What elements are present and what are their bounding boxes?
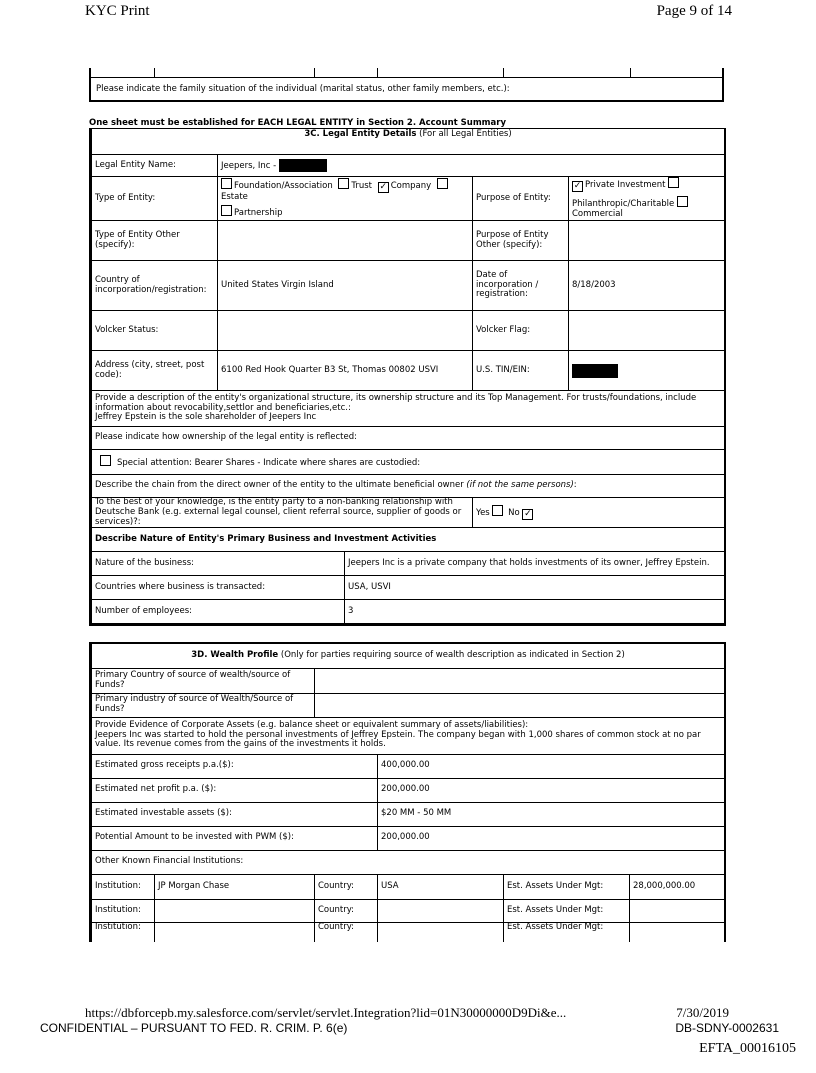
institution-label: Institution:	[92, 922, 155, 942]
confidential-notice: CONFIDENTIAL – PURSUANT TO FED. R. CRIM. P. 6(e)	[40, 1021, 348, 1035]
column-divider	[314, 68, 315, 77]
legal-entity-name-row	[92, 155, 725, 177]
structure-answer: Jeffrey Epstein is the sole shareholder of Jeepers Inc	[95, 412, 317, 423]
entity-purpose-other-value[interactable]	[569, 221, 725, 261]
option-commercial-label: Commercial	[572, 209, 623, 219]
institution-country	[378, 899, 504, 922]
legal-entity-table	[91, 128, 725, 624]
other-institutions-label: Other Known Financial Institutions:	[92, 850, 725, 874]
structure-prompt: Provide a description of the entity's organizational structure, its ownership structure and its Top Management. For trusts/foundations, include information about revocability,settlor and beneficiaries,etc.:	[95, 392, 697, 413]
option-foundation-label: Foundation/Association	[234, 181, 333, 192]
checkbox-company[interactable]: ✓	[379, 182, 387, 193]
column-divider	[630, 68, 631, 77]
legal-entity-name-cell	[218, 155, 725, 177]
legal-entity-title	[92, 129, 725, 155]
chain-cell	[92, 475, 725, 498]
institution-name: JP Morgan Chase	[155, 874, 315, 899]
institution-country-label: Country:	[315, 899, 378, 922]
relationship-prompt: To the best of your knowledge, is the entity party to a non-banking relationship with Deutsche Bank (e.g. external legal counsel, client referral source, supplier of goods or services)?:	[92, 498, 473, 528]
gross-receipts-label: Estimated gross receipts p.a.($):	[92, 754, 378, 778]
gross-receipts-value: 400,000.00	[378, 754, 725, 778]
entity-type-other-label: Type of Entity Other (specify):	[92, 221, 218, 261]
nature-label: Nature of the business:	[92, 552, 345, 576]
family-situation-label: Please indicate the family situation of the individual (marital status, other family members, etc.):	[96, 84, 510, 94]
institution-country: USA	[378, 874, 504, 899]
primary-country-label: Primary Country of source of wealth/source of Funds?	[92, 668, 315, 693]
checkbox-estate[interactable]	[437, 178, 448, 189]
column-divider	[503, 68, 504, 77]
employees-label: Number of employees:	[92, 600, 345, 624]
chain-prompt: Describe the chain from the direct owner of the entity to the ultimate beneficial owner	[95, 480, 467, 491]
legal-entity-name-label: Legal Entity Name:	[92, 155, 218, 177]
gross-receipts-row	[92, 754, 725, 778]
structure-row	[92, 391, 725, 427]
ownership-prompt: Please indicate how ownership of the legal entity is reflected:	[92, 427, 725, 450]
institution-country	[378, 922, 504, 942]
yes-label: Yes	[476, 508, 490, 519]
redaction-block	[279, 159, 327, 172]
investable-assets-value: $20 MM - 50 MM	[378, 802, 725, 826]
wealth-title-note: (Only for parties requiring source of wealth description as indicated in Section 2)	[278, 649, 625, 660]
potential-amount-value: 200,000.00	[378, 826, 725, 850]
net-profit-value: 200,000.00	[378, 778, 725, 802]
net-profit-label: Estimated net profit p.a. ($):	[92, 778, 378, 802]
legal-entity-title-note: (For all Legal Entities)	[416, 129, 512, 139]
business-heading-row	[92, 528, 725, 552]
efta-number: EFTA_00016105	[699, 1041, 796, 1056]
volcker-flag-label: Volcker Flag:	[473, 311, 569, 351]
checkbox-trust[interactable]	[338, 178, 349, 189]
address-value: 6100 Red Hook Quarter B3 St, Thomas 00802 USVI	[218, 351, 473, 391]
checkbox-commercial[interactable]	[677, 196, 688, 207]
entity-type-row	[92, 177, 725, 221]
institution-country-label: Country:	[315, 922, 378, 942]
checkbox-partnership[interactable]	[221, 205, 232, 216]
footer-url: https://dbforcepb.my.salesforce.com/servlet/servlet.Integration?lid=01N30000000D9Di&e...	[85, 1005, 567, 1020]
checkbox-yes[interactable]	[492, 505, 503, 516]
entity-type-other-value[interactable]	[218, 221, 473, 261]
wealth-profile-section	[89, 642, 726, 942]
country-row	[92, 261, 725, 311]
potential-amount-label: Potential Amount to be invested with PWM ($):	[92, 826, 378, 850]
primary-country-row	[92, 668, 725, 693]
institution-assets-label: Est. Assets Under Mgt:	[504, 922, 630, 942]
checkbox-private-investment[interactable]: ✓	[573, 181, 582, 192]
tin-label: U.S. TIN/EIN:	[473, 351, 569, 391]
entity-type-options	[218, 177, 473, 221]
country-value: United States Virgin Island	[218, 261, 473, 311]
option-company-label: Company	[390, 181, 432, 192]
institution-country-label: Country:	[315, 874, 378, 899]
volcker-status-label: Volcker Status:	[92, 311, 218, 351]
checkbox-bearer-shares[interactable]	[100, 455, 111, 466]
column-divider	[154, 68, 155, 77]
business-heading: Describe Nature of Entity's Primary Business and Investment Activities	[92, 528, 725, 552]
relationship-row	[92, 498, 725, 528]
section-note: One sheet must be established for EACH LEGAL ENTITY in Section 2. Account Summary	[89, 118, 507, 128]
bearer-label: Special attention: Bearer Shares - Indicate where shares are custodied:	[117, 458, 421, 469]
evidence-row	[92, 717, 725, 754]
print-title: KYC Print	[85, 3, 150, 19]
relationship-answer	[473, 498, 725, 528]
investable-assets-label: Estimated investable assets ($):	[92, 802, 378, 826]
employees-row	[92, 600, 725, 624]
incorporation-date-label: Date of incorporation / registration:	[473, 261, 569, 311]
structure-cell	[92, 391, 725, 427]
option-private-investment-label: Private Investment	[585, 180, 666, 191]
prior-table-bottom	[89, 68, 724, 78]
entity-purpose-label: Purpose of Entity:	[473, 177, 569, 221]
redaction-block	[572, 364, 618, 378]
primary-country-value[interactable]	[315, 668, 725, 693]
bearer-cell	[92, 450, 725, 475]
wealth-title	[92, 643, 725, 668]
entity-type-label: Type of Entity:	[92, 177, 218, 221]
volcker-flag-value[interactable]	[569, 311, 725, 351]
column-divider	[377, 68, 378, 77]
entity-purpose-options	[569, 177, 725, 221]
option-partnership-label: Partnership	[234, 208, 283, 218]
wealth-profile-table	[91, 642, 725, 942]
chain-prompt-note: (if not the same persons)	[466, 480, 574, 491]
address-label: Address (city, street, post code):	[92, 351, 218, 391]
volcker-status-value[interactable]	[218, 311, 473, 351]
institution-row	[92, 899, 725, 922]
legal-entity-section	[89, 128, 726, 626]
net-profit-row	[92, 778, 725, 802]
evidence-cell	[92, 717, 725, 754]
family-section	[89, 68, 724, 102]
nature-value: Jeepers Inc is a private company that holds investments of its owner, Jeffrey Epstein.	[345, 552, 725, 576]
entity-purpose-other-label: Purpose of Entity Other (specify):	[473, 221, 569, 261]
institution-name	[155, 899, 315, 922]
institution-label: Institution:	[92, 874, 155, 899]
volcker-row	[92, 311, 725, 351]
institution-assets	[630, 899, 725, 922]
legal-entity-title-bold: 3C. Legal Entity Details	[304, 129, 417, 139]
family-situation-row	[89, 78, 724, 102]
potential-amount-row	[92, 826, 725, 850]
legal-entity-title-row	[92, 129, 725, 155]
option-estate-label: Estate	[221, 192, 248, 203]
institution-assets: 28,000,000.00	[630, 874, 725, 899]
evidence-answer: Jeepers Inc was started to hold the personal investments of Jeffrey Epstein. The company began with 1,000 shares of common stock at no par value. Its revenue comes from the gains of the investments it holds.	[95, 729, 701, 750]
option-trust-label: Trust	[351, 181, 373, 192]
employees-value: 3	[345, 600, 725, 624]
primary-industry-label: Primary industry of source of Wealth/Source of Funds?	[92, 693, 315, 717]
institution-row	[92, 922, 725, 942]
chain-row	[92, 475, 725, 498]
countries-value: USA, USVI	[345, 576, 725, 600]
wealth-title-bold: 3D. Wealth Profile	[191, 649, 279, 660]
checkbox-foundation[interactable]	[221, 178, 232, 189]
option-philanthropic-label: Philanthropic/Charitable	[572, 199, 675, 210]
countries-row	[92, 576, 725, 600]
institution-label: Institution:	[92, 899, 155, 922]
no-label: No	[508, 508, 520, 519]
investable-assets-row	[92, 802, 725, 826]
institution-name	[155, 922, 315, 942]
country-label: Country of incorporation/registration:	[92, 261, 218, 311]
entity-other-row	[92, 221, 725, 261]
institution-assets-label: Est. Assets Under Mgt:	[504, 899, 630, 922]
tin-value	[569, 351, 725, 391]
nature-row	[92, 552, 725, 576]
ownership-row	[92, 427, 725, 450]
incorporation-date-value: 8/18/2003	[569, 261, 725, 311]
bearer-row	[92, 450, 725, 475]
checkbox-no[interactable]: ✓	[524, 509, 532, 520]
wealth-title-row	[92, 643, 725, 668]
checkbox-philanthropic[interactable]	[668, 177, 679, 188]
countries-label: Countries where business is transacted:	[92, 576, 345, 600]
primary-industry-value[interactable]	[315, 693, 725, 717]
footer-date: 7/30/2019	[676, 1005, 729, 1020]
evidence-prompt: Provide Evidence of Corporate Assets (e.g. balance sheet or equivalent summary of assets/liabilities):	[95, 719, 529, 730]
institution-assets-label: Est. Assets Under Mgt:	[504, 874, 630, 899]
chain-prompt-end: :	[573, 480, 577, 491]
page-indicator: Page 9 of 14	[656, 3, 732, 19]
institution-assets	[630, 922, 725, 942]
bates-number: DB-SDNY-0002631	[675, 1021, 779, 1035]
address-row	[92, 351, 725, 391]
primary-industry-row	[92, 693, 725, 717]
institution-row	[92, 874, 725, 899]
other-institutions-row	[92, 850, 725, 874]
legal-entity-name-value: Jeepers, Inc -	[221, 161, 277, 171]
